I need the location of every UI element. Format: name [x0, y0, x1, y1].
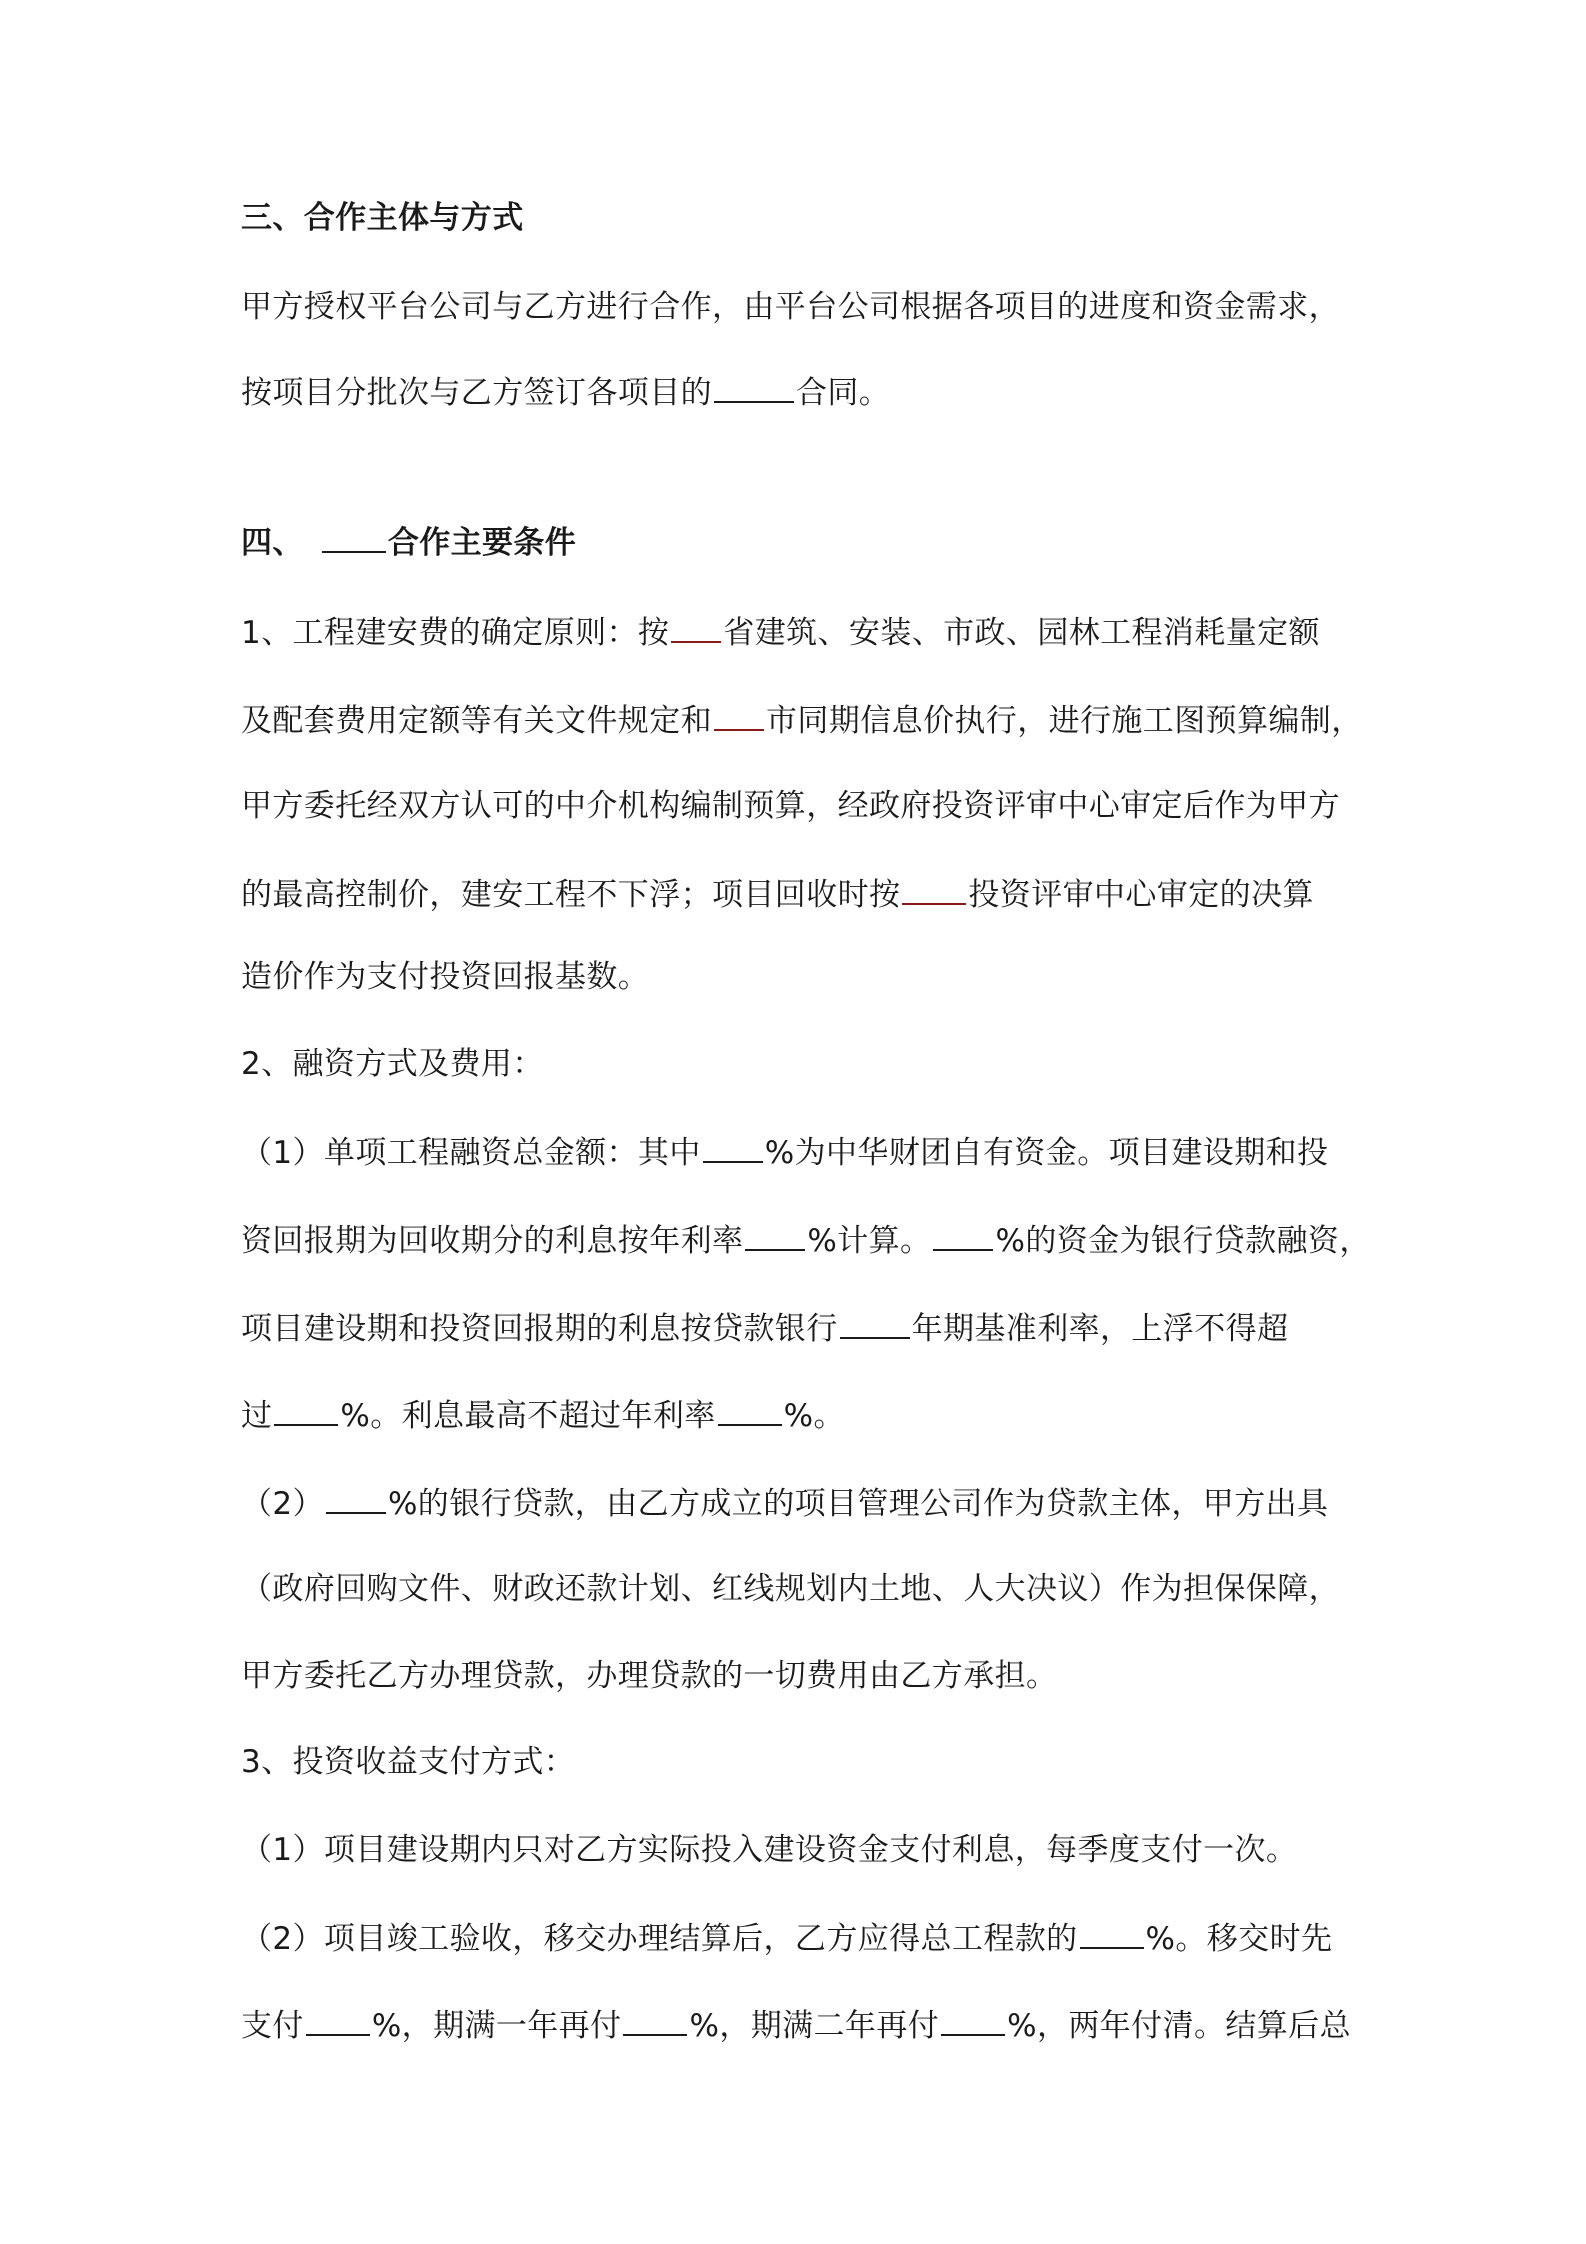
fill-in-blank — [902, 872, 966, 905]
text: 项目建设期和投资回报期的利息按贷款银行 — [241, 1311, 838, 1347]
item-3-sub-2-line-2 — [241, 2003, 1351, 2048]
fill-in-blank — [933, 1218, 993, 1251]
text: %为中华财团自有资金。项目建设期和投 — [764, 1135, 1329, 1171]
text: %。 — [783, 1398, 845, 1434]
item-3-sub-1 — [241, 1828, 1297, 1872]
text: 3、投资收益支付方式： — [241, 1744, 576, 1780]
section-4-heading — [241, 520, 576, 565]
item-2-sub-2-line-2 — [241, 1567, 1340, 1611]
fill-in-blank — [623, 2003, 687, 2036]
text: 甲方授权平台公司与乙方进行合作，由平台公司根据各项目的进度和资金需求， — [241, 289, 1340, 325]
section-3-heading-text: 三、合作主体与方式 — [241, 200, 524, 236]
text: （1）项目建设期内只对乙方实际投入建设资金支付利息，每季度支付一次。 — [241, 1832, 1298, 1868]
text: （1）单项工程融资总金额：其中 — [241, 1135, 701, 1171]
text: 合作主要条件 — [387, 525, 577, 561]
fill-in-blank — [714, 370, 794, 403]
text: %，期满二年再付 — [689, 2008, 940, 2044]
item-2-sub-2-line-3 — [241, 1654, 1057, 1698]
text: 按项目分批次与乙方签订各项目的 — [241, 375, 712, 411]
text: 甲方委托经双方认可的中介机构编制预算，经政府投资评审中心审定后作为甲方 — [241, 788, 1340, 824]
fill-in-blank — [941, 2003, 1005, 2036]
item-3-sub-2-line-1 — [241, 1916, 1332, 1961]
fill-in-blank — [274, 1393, 338, 1426]
text: 及配套费用定额等有关文件规定和 — [241, 703, 712, 739]
text: （政府回购文件、财政还款计划、红线规划内土地、人大决议）作为担保保障， — [241, 1571, 1340, 1607]
text: 年期基准利率，上浮不得超 — [911, 1311, 1289, 1347]
item-3-title — [241, 1740, 575, 1784]
item-1-line-2 — [241, 698, 1363, 743]
text: 过 — [241, 1398, 273, 1434]
text: 省建筑、安装、市政、园林工程消耗量定额 — [723, 615, 1320, 651]
text: （2） — [241, 1486, 324, 1522]
text: %，两年付清。结算后总 — [1007, 2008, 1351, 2044]
item-1-line-3 — [241, 784, 1340, 828]
item-2-sub-1-line-4 — [241, 1393, 845, 1438]
text: 造价作为支付投资回报基数。 — [241, 959, 650, 995]
fill-in-blank — [306, 2003, 370, 2036]
text: （2）项目竣工验收，移交办理结算后，乙方应得总工程款的 — [241, 1921, 1078, 1957]
item-1-line-1 — [241, 610, 1320, 655]
text: 合同。 — [796, 375, 891, 411]
text: 四、 — [241, 525, 304, 561]
text: 的最高控制价，建安工程不下浮；项目回收时按 — [241, 877, 901, 913]
item-1-line-5 — [241, 955, 649, 999]
text: %计算。 — [807, 1223, 932, 1259]
text: 1、工程建安费的确定原则：按 — [241, 615, 670, 651]
fill-in-blank — [703, 1130, 763, 1163]
text: 甲方委托乙方办理贷款，办理贷款的一切费用由乙方承担。 — [241, 1658, 1058, 1694]
fill-in-blank — [714, 698, 764, 731]
section-3-paragraph-line-1 — [241, 285, 1340, 329]
fill-in-blank — [326, 1481, 386, 1514]
fill-in-blank — [322, 520, 386, 553]
item-2-sub-1-line-3 — [241, 1306, 1288, 1351]
item-1-line-4 — [241, 872, 1314, 917]
item-2-sub-1-line-1 — [241, 1130, 1328, 1175]
fill-in-blank — [1080, 1916, 1144, 1949]
fill-in-blank — [718, 1393, 782, 1426]
item-2-sub-2-line-1 — [241, 1481, 1328, 1526]
text: 支付 — [241, 2008, 304, 2044]
item-2-sub-1-line-2 — [241, 1218, 1371, 1263]
item-2-title — [241, 1042, 544, 1086]
text: 市同期信息价执行，进行施工图预算编制， — [766, 703, 1363, 739]
section-3-heading — [241, 196, 524, 240]
text: 2、融资方式及费用： — [241, 1046, 544, 1082]
text: 投资评审中心审定的决算 — [968, 877, 1314, 913]
section-3-paragraph-line-2 — [241, 370, 890, 415]
text: %的资金为银行贷款融资， — [995, 1223, 1371, 1259]
text: %，期满一年再付 — [371, 2008, 622, 2044]
text: %。移交时先 — [1145, 1921, 1333, 1957]
fill-in-blank — [671, 610, 721, 643]
text: 资回报期为回收期分的利息按年利率 — [241, 1223, 744, 1259]
text: %的银行贷款，由乙方成立的项目管理公司作为贷款主体，甲方出具 — [387, 1486, 1329, 1522]
text: %。利息最高不超过年利率 — [340, 1398, 716, 1434]
fill-in-blank — [840, 1306, 910, 1339]
fill-in-blank — [745, 1218, 805, 1251]
